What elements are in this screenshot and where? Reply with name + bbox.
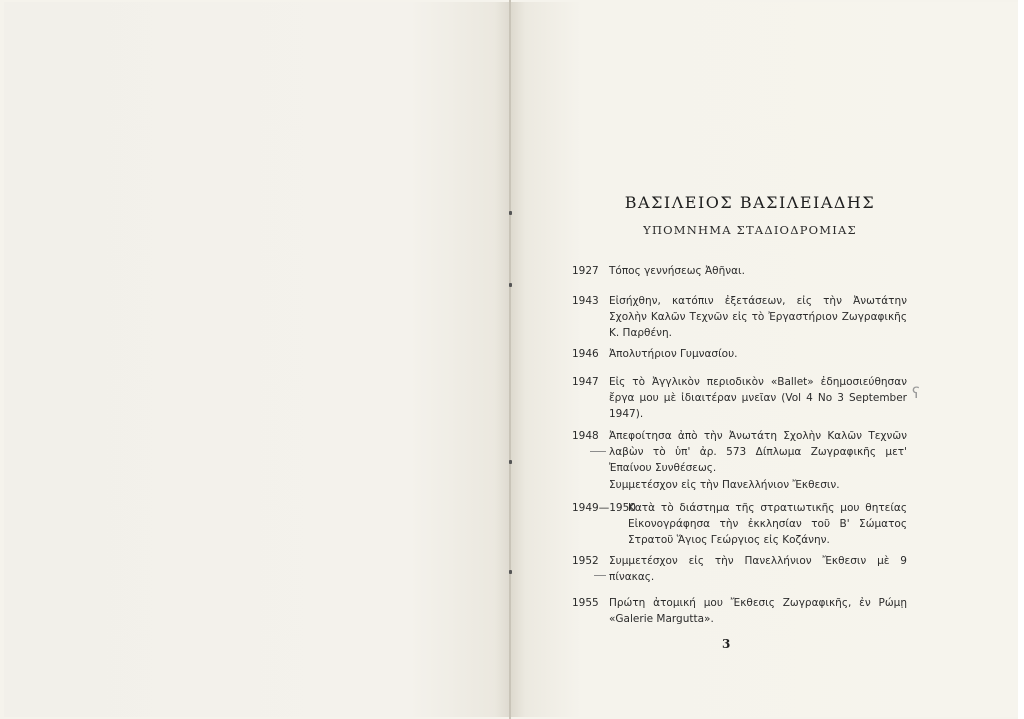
entry-text: Ἀπολυτήριον Γυμνασίου. — [609, 348, 738, 360]
entry-text: Τόπος γεννήσεως Ἀθῆναι. — [609, 265, 745, 277]
binding-hole — [509, 570, 512, 574]
binding-hole — [509, 460, 512, 464]
pen-mark — [590, 451, 606, 452]
left-page-blank — [4, 2, 510, 717]
binding-hole — [509, 283, 512, 287]
page-subtitle: ΥΠΟΜΝΗΜΑ ΣΤΑΔΙΟΔΡΟΜΙΑΣ — [643, 223, 857, 237]
entry-text: Ἀπεφοίτησα ἀπὸ τὴν Ἀνωτάτη Σχολὴν Καλῶν Τεχνῶν λαβὼν τὸ ὑπ' ἀρ. 573 Δίπλωμα Ζωγραφικῆς μετ' Ἐπαίνου Συνθέσεως. — [609, 430, 907, 474]
entry-text: Εἰς τὸ Ἀγγλικὸν περιοδικὸν «Ballet» ἐδημοσιεύθησαν ἔργα μου μὲ ἰδιαιτέραν μνεῖαν (Vol 4 No 3 September 1947). — [609, 376, 907, 420]
pencil-annotation: ʕ — [912, 384, 920, 402]
entry-text: Πρώτη ἀτομική μου Ἔκθεσις Ζωγραφικῆς, ἐν Ρώμῃ «Galerie Margutta». — [609, 597, 907, 625]
entry-year: 1955 — [572, 597, 599, 609]
entry-text: Εἰσήχθην, κατόπιν ἐξετάσεων, εἰς τὴν Ἀνωτάτην Σχολὴν Καλῶν Τεχνῶν εἰς τὸ Ἐργαστήριον Ζωγραφικῆς Κ. Παρθένη. — [609, 295, 907, 339]
pen-mark — [594, 575, 606, 576]
scan-edge — [1018, 0, 1024, 719]
entry-year: 1927 — [572, 265, 599, 277]
entry-year: 1949—1950 — [572, 502, 636, 514]
gutter — [509, 0, 511, 719]
entry-year: 1952 — [572, 555, 599, 567]
page-title: ΒΑΣΙΛΕΙΟΣ ΒΑΣΙΛΕΙΑΔΗΣ — [624, 193, 876, 212]
entry-text-extra: Συμμετέσχον εἰς τὴν Πανελλήνιον Ἔκθεσιν. — [609, 479, 840, 491]
page-number: 3 — [722, 637, 731, 651]
entry-year: 1948 — [572, 430, 599, 442]
entry-year: 1946 — [572, 348, 599, 360]
entry-text: Κατὰ τὸ διάστημα τῆς στρατιωτικῆς μου θητείας Εἰκονογράφησα τὴν ἐκκλησίαν τοῦ Β' Σώματος Στρατοῦ Ἅγιος Γεώργιος εἰς Κοζάνην. — [628, 502, 907, 546]
entry-text: Συμμετέσχον εἰς τὴν Πανελλήνιον Ἔκθεσιν μὲ 9 πίνακας. — [609, 555, 907, 583]
entry-year: 1947 — [572, 376, 599, 388]
entry-year: 1943 — [572, 295, 599, 307]
